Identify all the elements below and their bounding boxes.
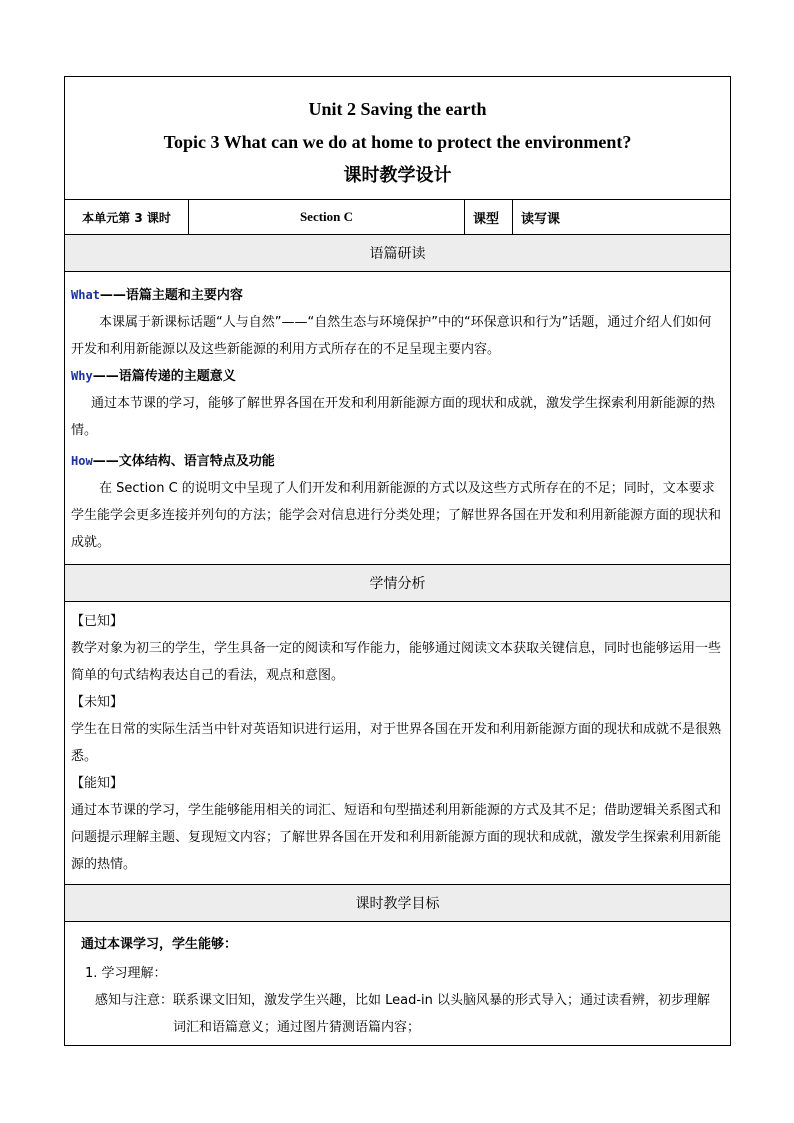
learners-heading: 学情分析	[65, 565, 731, 602]
goals-intro: 通过本课学习，学生能够：	[81, 937, 238, 952]
lesson-number: 本单元第 3 课时	[65, 200, 189, 235]
goals-body	[65, 922, 731, 1046]
how-title: ——文体结构、语言特点及功能	[92, 454, 275, 469]
design-title: 课时教学设计	[343, 164, 452, 186]
can-body: 通过本节课的学习，学生能够能用相关的词汇、短语和句型描述利用新能源的方式及其不足；借助逻辑关系图式和问题提示理解主题、复现短文内容；了解世界各国在开发和利用新能源方面的现状和成就，激发学生探索利用新能源的热情。	[71, 803, 722, 872]
known-label: 【已知】	[71, 614, 124, 629]
analysis-heading: 语篇研读	[65, 235, 731, 272]
topic-title: Topic 3 What can we do at home to protect the environment?	[163, 131, 632, 152]
how-body: 在 Section C 的说明文中呈现了人们开发和利用新能源的方式以及这些方式所存在的不足；同时，文本要求学生能学会更多连接并列句的方法；能学会对信息进行分类处理；了解世界各国在开发和利用新能源方面的现状和成就。	[71, 481, 722, 550]
meta-row	[65, 200, 731, 235]
what-heading	[71, 282, 722, 309]
goal-item-1-detail	[65, 987, 726, 1041]
goal-item-1-text: 联系课文旧知，激发学生兴趣，比如 Lead-in 以头脑风暴的形式导入；通过读看辨，初步理解词汇和语篇意义；通过图片猜测语篇内容；	[173, 993, 711, 1035]
goal-item-1: 1. 学习理解：	[85, 966, 167, 981]
what-body: 本课属于新课标话题“人与自然”——“自然生态与环境保护”中的“环保意识和行为”话题，通过介绍人们如何开发和利用新能源以及这些新能源的利用方式所存在的不足呈现主要内容。	[71, 315, 712, 357]
learners-body	[65, 602, 731, 885]
why-keyword: Why	[71, 369, 93, 383]
how-heading	[71, 448, 722, 475]
unit-title: Unit 2 Saving the earth	[308, 98, 487, 119]
can-label: 【能知】	[71, 776, 124, 791]
section-name: Section C	[189, 200, 465, 235]
goals-heading: 课时教学目标	[65, 885, 731, 922]
unknown-label: 【未知】	[71, 695, 124, 710]
page	[64, 76, 730, 1046]
unknown-body: 学生在日常的实际生活当中针对英语知识进行运用，对于世界各国在开发和利用新能源方面的现状和成就不是很熟悉。	[71, 722, 722, 764]
lesson-type-label: 课型	[465, 200, 513, 235]
why-body: 通过本节课的学习，能够了解世界各国在开发和利用新能源方面的现状和成就，激发学生探索利用新能源的热情。	[71, 396, 716, 438]
lesson-design-table	[64, 76, 731, 1046]
how-keyword: How	[71, 454, 93, 468]
why-title: ——语篇传递的主题意义	[92, 369, 236, 384]
known-body: 教学对象为初三的学生，学生具备一定的阅读和写作能力，能够通过阅读文本获取关键信息，同时也能够运用一些简单的句式结构表达自己的看法，观点和意图。	[71, 641, 722, 683]
lesson-type-value: 读写课	[513, 200, 731, 235]
analysis-body	[65, 272, 731, 565]
what-title: ——语篇主题和主要内容	[99, 288, 243, 303]
title-cell	[65, 77, 731, 200]
why-heading	[71, 363, 722, 390]
goal-item-1-label: 感知与注意：	[94, 993, 173, 1008]
what-keyword: What	[71, 288, 100, 302]
